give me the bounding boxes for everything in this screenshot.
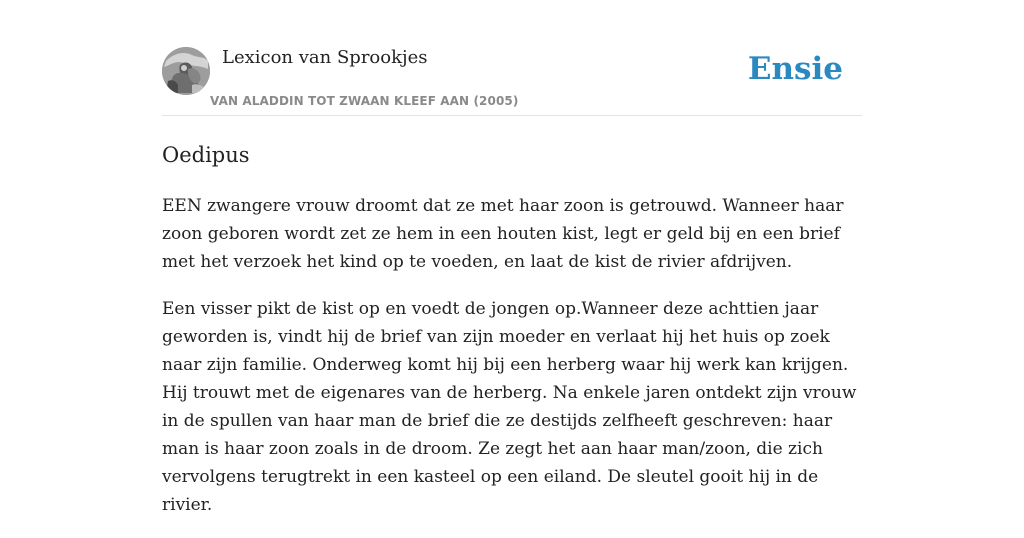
article-paragraph: EEN zwangere vrouw droomt dat ze met haar zoon is getrouwd. Wanneer haar zoon geboren wordt zet ze hem in een houten kist, legt er geld bij en een brief met het verzoek het kind op te voeden, en laat de kist de rivier afdrijven.	[162, 196, 844, 272]
page	[162, 0, 862, 515]
book-cover-avatar-icon[interactable]	[162, 47, 210, 95]
source-title-link[interactable]: Lexicon van Sprookjes	[222, 47, 428, 68]
article-title: Oedipus	[162, 143, 250, 167]
article-paragraph: Een visser pikt de kist op en voedt de jongen op.Wanneer deze achttien jaar geworden is, vindt hij de brief van zijn moeder en verlaat hij het huis op zoek naar zijn familie. Onderweg komt hij bij een herberg waar hij werk kan krijgen. Hij trouwt met de eigenares van de herberg. Na enkele jaren ontdekt zijn vrouw in de spullen van haar man de brief die ze destijds zelfheeft geschreven: haar man is haar zoon zoals in de droom. Ze zegt het aan haar man/zoon, die zich vervolgens terugtrekt in een kasteel op een eiland. De sleutel gooit hij in de rivier.	[162, 299, 857, 515]
source-subtitle: VAN ALADDIN TOT ZWAAN KLEEF AAN (2005)	[210, 94, 519, 108]
ensie-logo[interactable]: Ensie	[747, 51, 843, 87]
source-header	[162, 0, 862, 116]
article-body	[162, 192, 862, 538]
